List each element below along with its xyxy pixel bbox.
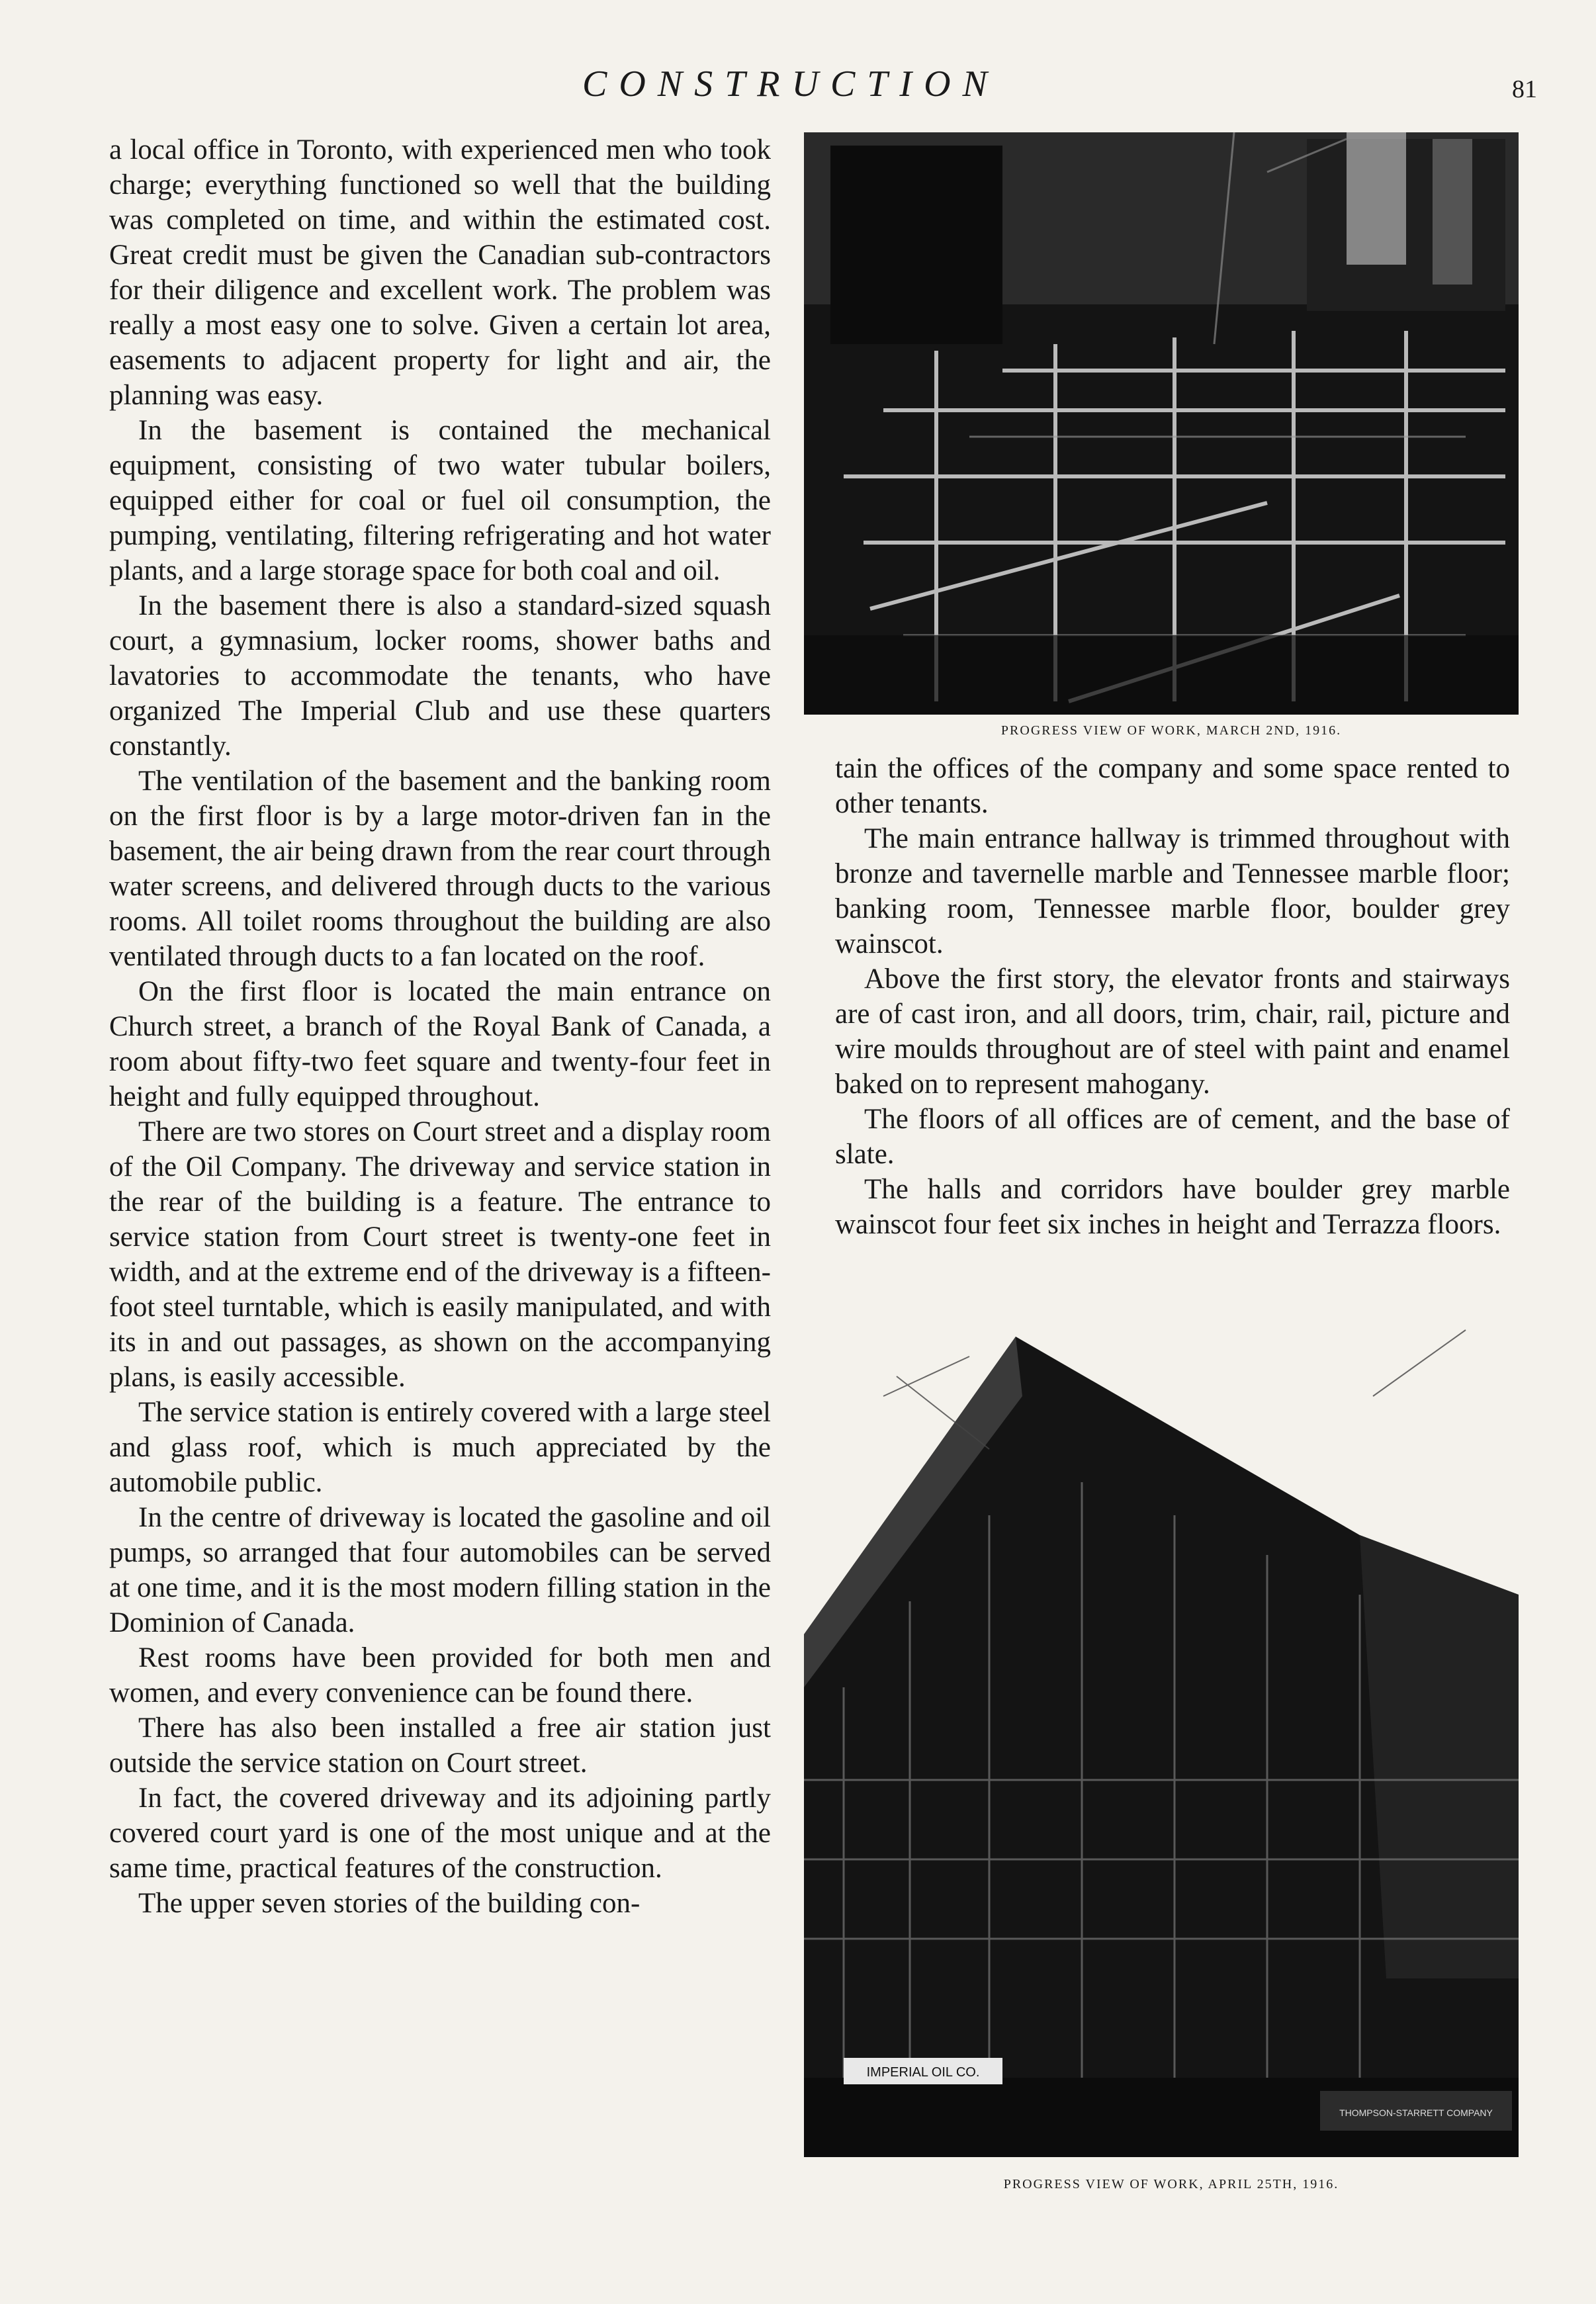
paragraph: a local office in Toronto, with experienced men who took charge; everything functioned so well that the building was completed on time, and within the estimated cost. Great credit must be given the Canadian sub-contractors for their diligence and excellent work. The problem was really a most easy one to solve. Given a certain lot area, easements to adjacent property for light and air, the planning was easy. (109, 134, 771, 411)
paragraph: There has also been installed a free air station just outside the service station on Court street. (109, 1712, 771, 1779)
imperial-oil-sign: IMPERIAL OIL CO. (866, 2065, 980, 2080)
paragraph: In the basement is contained the mechanical equipment, consisting of two water tubular boilers, equipped either for coal or fuel oil consumption, the pumping, ventilating, filtering refrigerating and hot water plants, and a large storage space for both coal and oil. (109, 415, 771, 586)
page-number: 81 (1512, 75, 1537, 103)
paragraph: The service station is entirely covered with a large steel and glass roof, which is much appreciated by the automobile public. (109, 1397, 771, 1498)
paragraph: The main entrance hallway is trimmed throughout with bronze and tavernelle marble and Tennessee marble floor; banking room, Tennessee marble floor, boulder grey wainscot. (835, 823, 1510, 959)
paragraph: On the first floor is located the main entrance on Church street, a branch of the Royal Bank of Canada, a room about fifty-two feet square and twenty-four feet in height and fully equipped throughout. (109, 976, 771, 1112)
left-column (109, 132, 771, 1921)
paragraph: The upper seven stories of the building con- (138, 1888, 641, 1919)
construction-steel-frame-photo (804, 132, 1519, 715)
paragraph: The floors of all offices are of cement, and the base of slate. (835, 1104, 1510, 1170)
right-column (835, 751, 1510, 1242)
paragraph: The ventilation of the basement and the banking room on the first floor is by a large motor-driven fan in the basement, the air being drawn from the rear court through water screens, and delivered through ducts to the various rooms. All toilet rooms throughout the building are also ventilated through ducts to a fan located on the roof. (109, 766, 771, 972)
contractor-sign: THOMPSON-STARRETT COMPANY (1339, 2107, 1493, 2118)
running-head: CONSTRUCTION (582, 64, 999, 105)
figure-caption-march: PROGRESS VIEW OF WORK, MARCH 2ND, 1916. (1000, 723, 1342, 738)
paragraph: In the centre of driveway is located the gasoline and oil pumps, so arranged that four automobiles can be served at one time, and it is the most modern filling station in the Dominion of Canada. (109, 1502, 771, 1638)
figure-caption-april: PROGRESS VIEW OF WORK, APRIL 25TH, 1916. (1003, 2177, 1339, 2192)
paragraph: Rest rooms have been provided for both men and women, and every convenience can be found there. (109, 1642, 771, 1708)
paragraph: There are two stores on Court street and a display room of the Oil Company. The driveway and service station in the rear of the building is a feature. The entrance to service station from Court street is twenty-one feet in width, and at the extreme end of the driveway is a fifteen-foot steel turntable, which is easily manipulated, and with its in and out passages, as shown on the accompanying plans, is easily accessible. (109, 1116, 771, 1393)
progress-photo-march (804, 132, 1519, 715)
page-header (0, 63, 1596, 122)
paragraph: In fact, the covered driveway and its adjoining partly covered court yard is one of the most unique and at the same time, practical features of the construction. (109, 1783, 771, 1884)
paragraph: Above the first story, the elevator fronts and stairways are of cast iron, and all doors, trim, chair, rail, picture and wire moulds throughout are of steel with paint and enamel baked on to represent mahogany. (835, 963, 1510, 1100)
paragraph: The halls and corridors have boulder grey marble wainscot four feet six inches in height and Terrazza floors. (835, 1174, 1510, 1240)
progress-photo-april (804, 1317, 1519, 2157)
building-frame-photo (804, 1317, 1519, 2157)
paragraph: In the basement there is also a standard-sized squash court, a gymnasium, locker rooms, shower baths and lavatories to accommodate the tenants, who have organized The Imperial Club and use these quarters constantly. (109, 590, 771, 762)
paragraph: tain the offices of the company and some space rented to other tenants. (835, 753, 1510, 819)
